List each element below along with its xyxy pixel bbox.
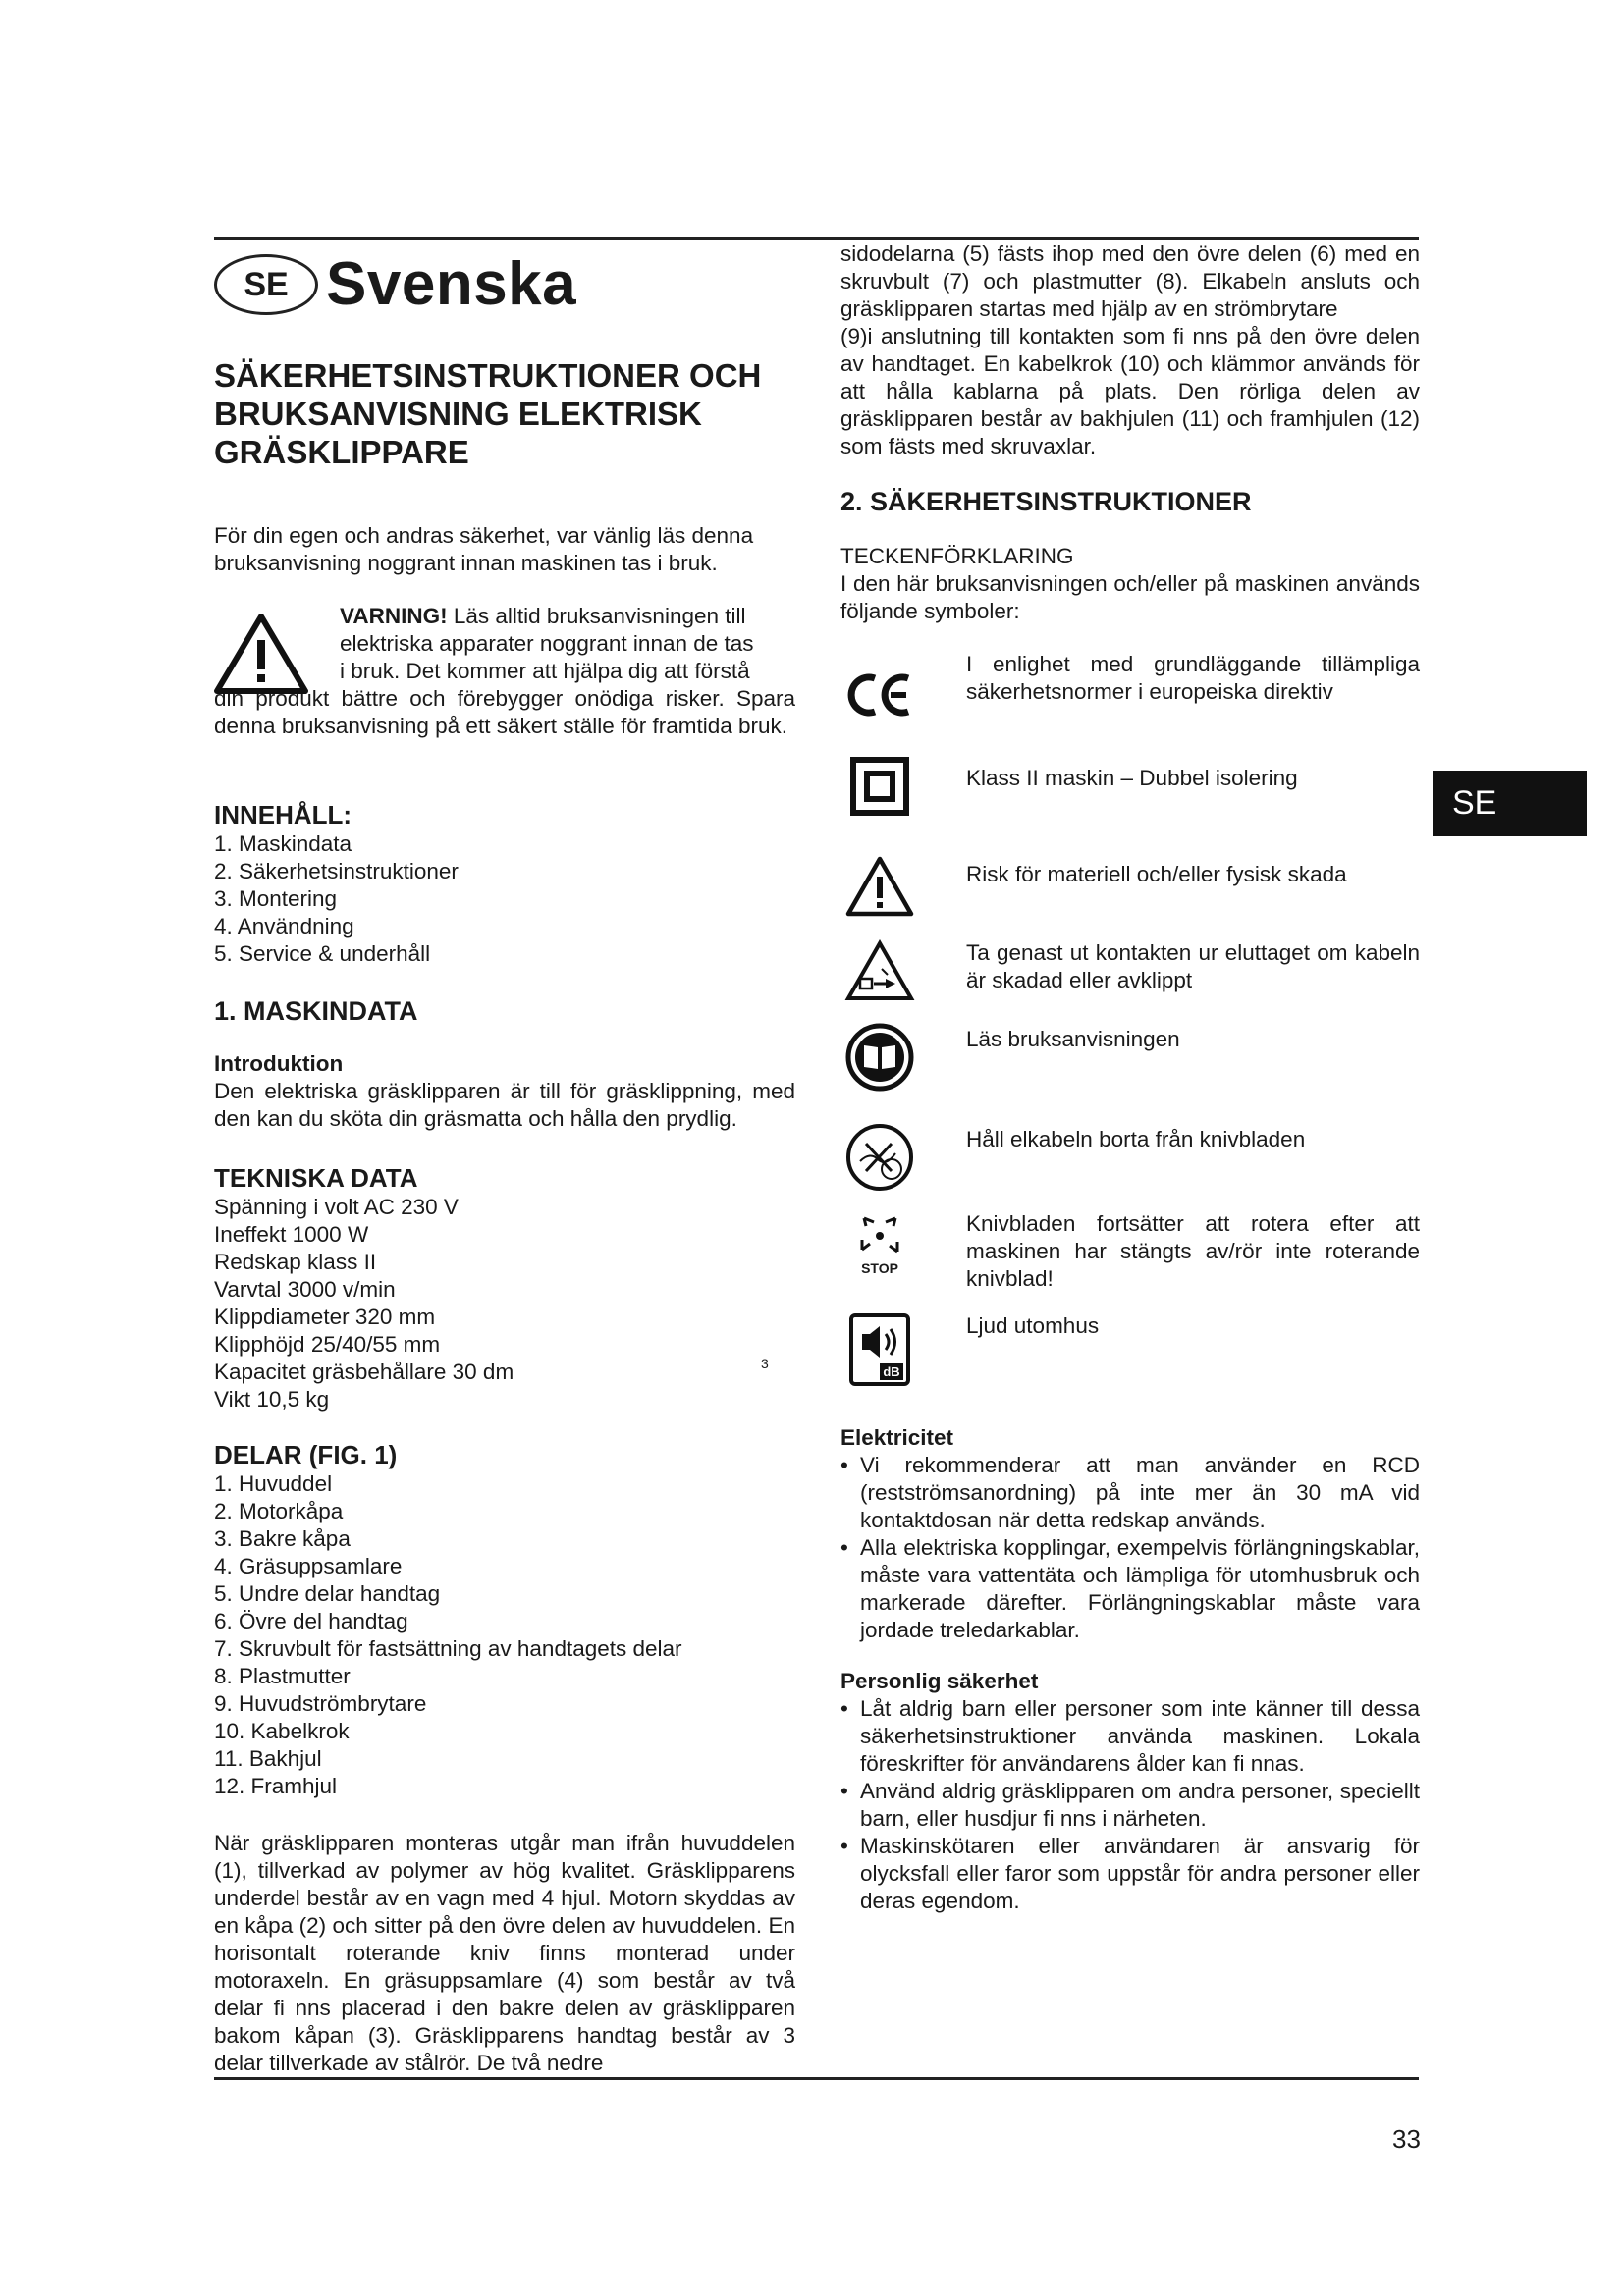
symbol-row <box>840 1210 1420 1293</box>
title-line: SÄKERHETSINSTRUKTIONER OCH <box>214 357 762 394</box>
contents-heading: INNEHÅLL: <box>214 800 352 829</box>
tech-row: Vikt 10,5 kg <box>214 1387 330 1412</box>
symbol-row <box>840 757 1420 816</box>
list-item: 1. Maskindata <box>214 831 352 856</box>
tech-row: Redskap klass II <box>214 1250 377 1274</box>
list-item: 1. Huvuddel <box>214 1471 333 1496</box>
language-header <box>214 240 795 329</box>
symbol-row <box>840 855 1420 918</box>
symbol-row <box>840 939 1420 1002</box>
symbol-description: Klass II maskin – Dubbel isolering <box>966 766 1298 790</box>
list-item: 9. Huvudströmbrytare <box>214 1691 427 1716</box>
electricity-list <box>840 1452 1420 1644</box>
symbol-row <box>840 1022 1420 1093</box>
warning-line-text: Läs alltid bruksanvisningen till <box>447 604 746 628</box>
read-manual-icon <box>844 1022 915 1093</box>
warning-line: elektriska apparater noggrant innan de tas <box>340 631 754 656</box>
tech-row: Spänning i volt AC 230 V <box>214 1195 459 1219</box>
list-item: • Alla elektriska kopplingar, exempelvis förlängningskablar, måste vara vattentäta och lämpliga för utomhusbruk och markerade därefter. Förlängningskablar måste vara jordade treledarkablar. <box>840 1534 1420 1644</box>
continuation-paragraph: (9)i anslutning till kontakten som fi nns på den övre delen av handtaget. En kabelkrok (10) och klämmor används för att hålla kablarna på plats. Den rörliga delen av gräsklipparen består av bakhjulen (11) och framhjulen (12) som fästs med skruvaxlar. <box>840 324 1420 458</box>
list-item: 11. Bakhjul <box>214 1746 322 1771</box>
subsection-heading: Introduktion <box>214 1051 344 1076</box>
page-marker: 3 <box>761 1356 769 1371</box>
symbol-row <box>840 1312 1420 1387</box>
ce-mark-icon <box>845 672 914 718</box>
symbol-row <box>840 651 1420 718</box>
intro-text: För din egen och andras säkerhet, var vänlig läs denna bruksanvisning noggrant innan maskinen tas i bruk. <box>214 523 754 575</box>
tech-row: Kapacitet gräsbehållare 30 dm <box>214 1360 514 1384</box>
warning-line: i bruk. Det kommer att hjälpa dig att förstå <box>340 659 750 683</box>
outdoor-noise-icon <box>848 1312 911 1387</box>
list-item: 3. Bakre kåpa <box>214 1526 351 1551</box>
section-heading: 2. SÄKERHETSINSTRUKTIONER <box>840 487 1252 516</box>
list-item: • Använd aldrig gräsklipparen om andra personer, speciellt barn, eller husdjur fi nns i närheten. <box>840 1778 1420 1833</box>
section-heading: 1. MASKINDATA <box>214 996 418 1026</box>
warning-lead: VARNING! <box>340 604 448 628</box>
legend-intro: I den här bruksanvisningen och/eller på maskinen används följande symboler: <box>840 571 1420 623</box>
tech-row: Ineffekt 1000 W <box>214 1222 369 1247</box>
tech-row: Klippdiameter 320 mm <box>214 1305 436 1329</box>
symbol-description: Läs bruksanvisningen <box>966 1027 1180 1051</box>
language-code-badge: SE <box>214 254 318 315</box>
warning-triangle-icon <box>845 855 914 918</box>
title-line: GRÄSKLIPPARE <box>214 434 469 470</box>
tech-heading: TEKNISKA DATA <box>214 1163 418 1193</box>
list-item: 5. Service & underhåll <box>214 941 431 966</box>
symbol-description: Ljud utomhus <box>966 1313 1100 1338</box>
warning-rest: din produkt bättre och förebygger onödiga risker. Spara denna bruksanvisning på ett säkert ställe för framtida bruk. <box>214 686 795 738</box>
page-number: 33 <box>1392 2124 1421 2154</box>
list-item: 5. Undre delar handtag <box>214 1581 441 1606</box>
tech-data <box>214 1194 795 1414</box>
personal-safety-list <box>840 1695 1420 1915</box>
parts-heading: DELAR (FIG. 1) <box>214 1440 398 1469</box>
unplug-warning-icon <box>844 939 915 1002</box>
bottom-rule <box>214 2077 1419 2080</box>
list-item: 6. Övre del handtag <box>214 1609 408 1633</box>
list-item: 7. Skruvbult för fastsättning av handtagets delar <box>214 1636 682 1661</box>
list-item: • Vi rekommenderar att man använder en RCD (restströmsanordning) på inte mer än 30 mA vid kontaktdosan när detta redskap används. <box>840 1452 1420 1534</box>
language-side-tab: SE <box>1433 771 1587 836</box>
db-label: dB <box>883 1364 900 1379</box>
contents-list <box>214 830 795 968</box>
symbol-description: I enlighet med grundläggande tillämpliga säkerhetsnormer i europeiska direktiv <box>966 652 1420 704</box>
list-item: 8. Plastmutter <box>214 1664 351 1688</box>
parts-list <box>214 1470 795 1800</box>
list-item: 4. Gräsuppsamlare <box>214 1554 403 1578</box>
list-item: 2. Säkerhetsinstruktioner <box>214 859 459 883</box>
list-item: 2. Motorkåpa <box>214 1499 344 1523</box>
symbol-description: Risk för materiell och/eller fysisk skada <box>966 862 1347 886</box>
symbol-description: Ta genast ut kontakten ur eluttaget om kabeln är skadad eller avklippt <box>966 940 1420 992</box>
stop-label: STOP <box>861 1260 898 1276</box>
left-column <box>214 240 795 2077</box>
list-item: 4. Användning <box>214 914 354 938</box>
title-line: BRUKSANVISNING ELEKTRISK <box>214 396 702 432</box>
electricity-heading: Elektricitet <box>840 1425 954 1450</box>
right-column <box>840 240 1420 1915</box>
warning-triangle-icon <box>214 613 308 695</box>
tech-row: Klipphöjd 25/40/55 mm <box>214 1332 441 1357</box>
tech-row: Varvtal 3000 v/min <box>214 1277 396 1302</box>
continuation-paragraph: sidodelarna (5) fästs ihop med den övre delen (6) med en skruvbult (7) och plastmutter (8). Elkabeln ansluts och gräsklipparen startas med hjälp av en strömbrytare <box>840 241 1420 321</box>
blade-rotation-stop-icon <box>852 1210 907 1261</box>
symbol-description: Håll elkabeln borta från knivbladen <box>966 1127 1306 1151</box>
list-item: • Låt aldrig barn eller personer som inte känner till dessa säkerhetsinstruktioner använda maskinen. Lokala föreskrifter för användarens ålder kan fi nnas. <box>840 1695 1420 1778</box>
list-item: 12. Framhjul <box>214 1774 338 1798</box>
double-insulation-icon <box>850 757 909 816</box>
language-title: Svenska <box>326 250 577 318</box>
assembly-paragraph: När gräsklipparen monteras utgår man ifrån huvuddelen (1), tillverkad av polymer av hög kvalitet. Gräsklipparens underdel består av en vagn med 4 hjul. Motorn skyddas av en kåpa (2) och sitter på den övre delen av huvuddelen. En horisontalt roterande kniv finns monterad under motoraxeln. En gräsuppsamlare (4) som består av två delar fi nns placerad i den bakre delen av gräsklipparen bakom kåpan (3). Gräsklipparens handtag består av 3 delar tillverkade av stålrör. De två nedre <box>214 1831 795 2075</box>
list-item: • Maskinskötaren eller användaren är ansvarig för olycksfall eller faror som uppstår för andra personer eller deras egendom. <box>840 1833 1420 1915</box>
personal-safety-heading: Personlig säkerhet <box>840 1669 1039 1693</box>
keep-cable-away-icon <box>844 1122 915 1193</box>
symbol-description: Knivbladen fortsätter att rotera efter att maskinen har stängts av/rör inte roterande knivblad! <box>966 1211 1420 1291</box>
warning-block <box>214 603 795 770</box>
symbol-row <box>840 1122 1420 1193</box>
list-item: 3. Montering <box>214 886 338 911</box>
document-title <box>214 356 795 471</box>
intro-paragraph: Den elektriska gräsklipparen är till för gräsklippning, med den kan du sköta din gräsmatta och hålla den prydlig. <box>214 1079 795 1131</box>
list-item: 10. Kabelkrok <box>214 1719 350 1743</box>
top-rule <box>214 237 1419 240</box>
legend-heading: TECKENFÖRKLARING <box>840 544 1074 568</box>
